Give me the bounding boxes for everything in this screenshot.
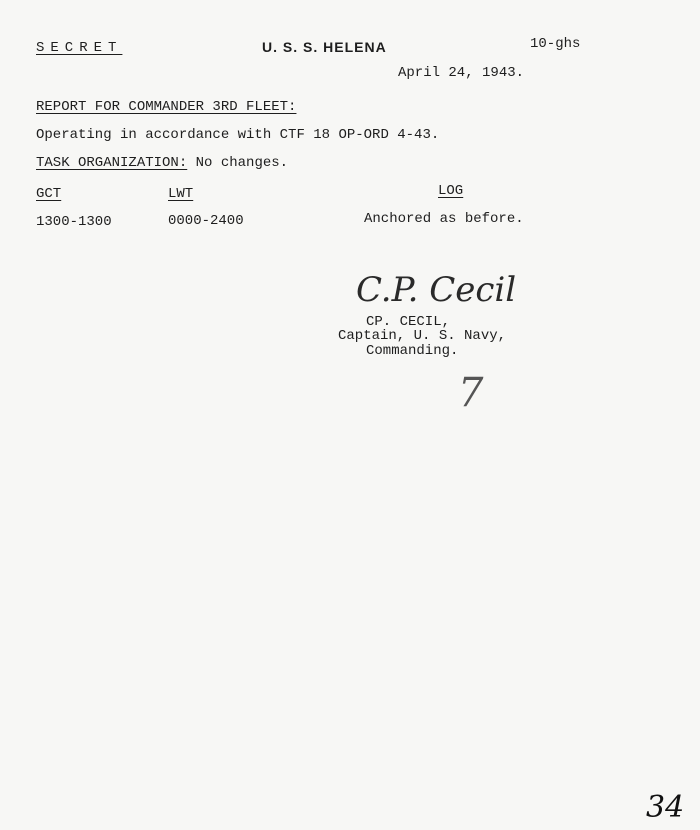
signatory-role: Commanding.	[366, 343, 459, 359]
cell-lwt: 0000-2400	[168, 213, 244, 229]
operating-line: Operating in accordance with CTF 18 OP-ORD 4-43.	[36, 127, 440, 143]
handwritten-signature: C.P. Cecil	[356, 270, 517, 310]
task-organization	[36, 155, 288, 171]
page-number: 34	[646, 790, 685, 825]
report-heading: REPORT FOR COMMANDER 3RD FLEET:	[36, 99, 297, 115]
task-organization-label: TASK ORGANIZATION:	[36, 155, 188, 171]
classification-label: SECRET	[36, 40, 123, 56]
ship-name: U. S. S. HELENA	[262, 39, 387, 55]
column-header-lwt: LWT	[168, 186, 194, 202]
report-date: April 24, 1943.	[398, 65, 525, 81]
column-header-gct: GCT	[36, 186, 62, 202]
task-organization-value: No changes.	[195, 155, 289, 171]
signatory-rank: Captain, U. S. Navy,	[338, 328, 507, 344]
handwritten-mark: 7	[458, 370, 484, 416]
column-header-log: LOG	[438, 183, 464, 199]
signatory-name: CP. CECIL,	[366, 314, 451, 330]
file-reference: 10-ghs	[530, 36, 581, 52]
cell-log: Anchored as before.	[364, 211, 524, 227]
cell-gct: 1300-1300	[36, 214, 112, 230]
